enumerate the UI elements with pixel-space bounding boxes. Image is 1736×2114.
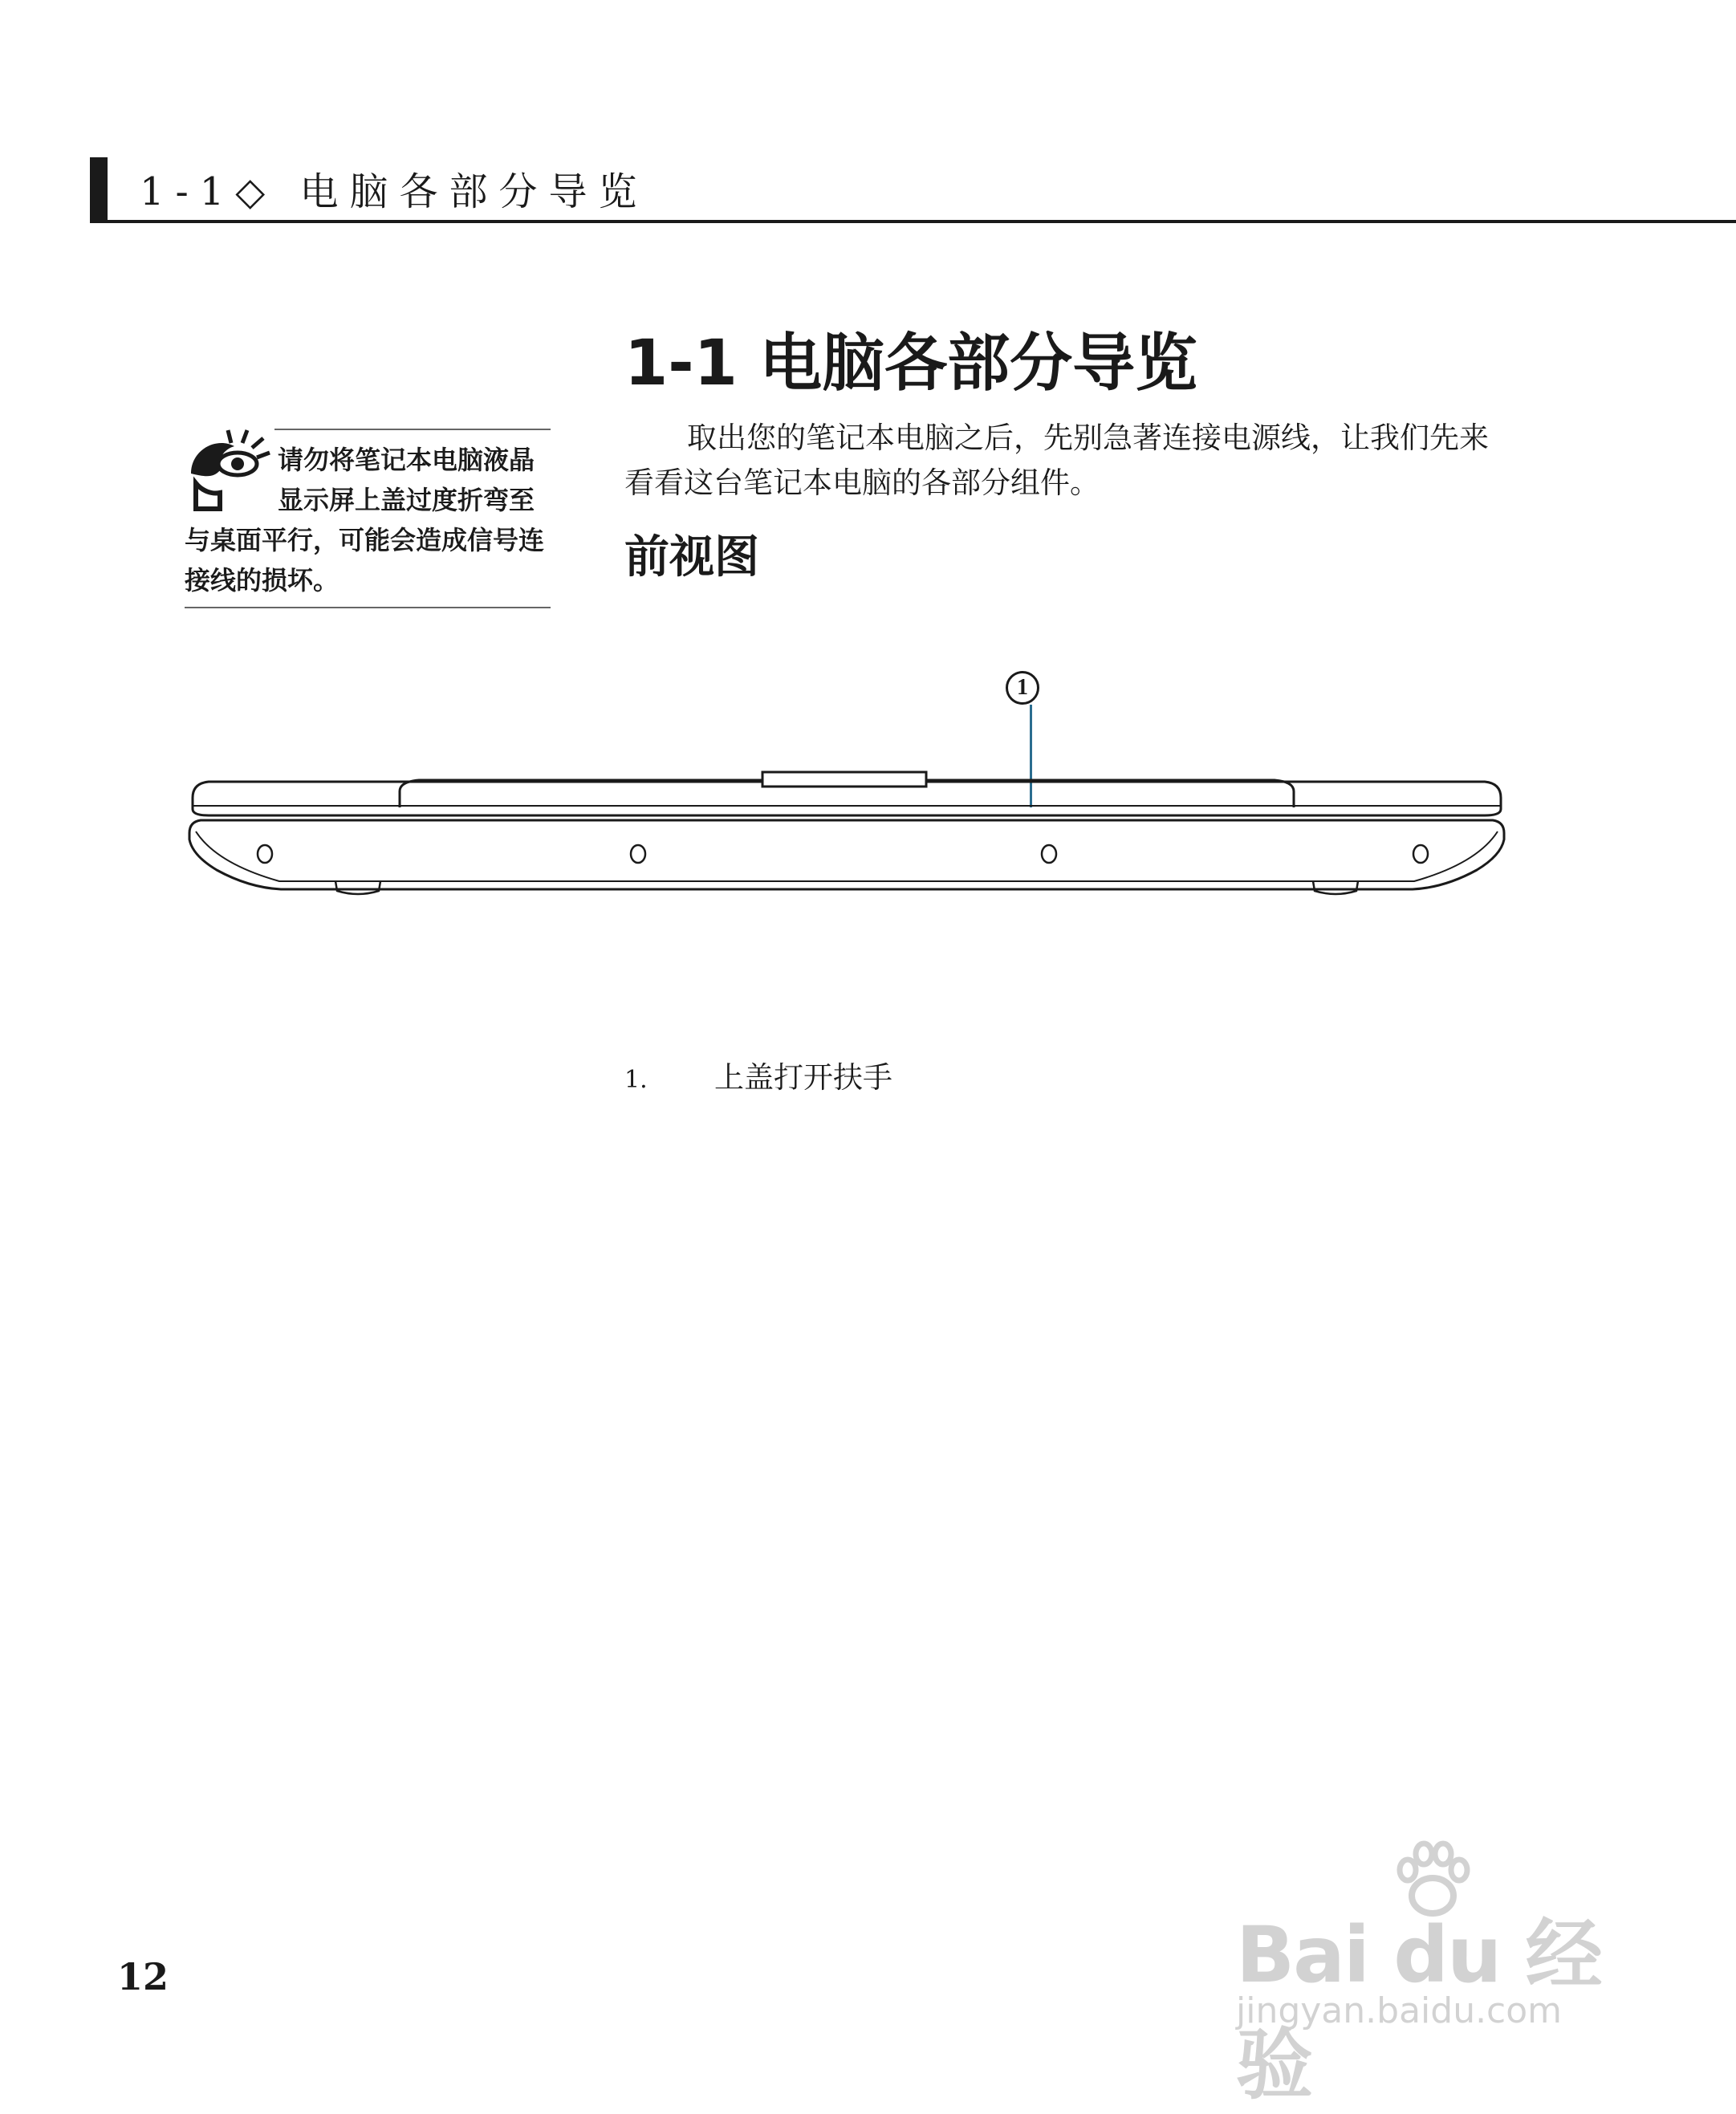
header-rule (90, 220, 1736, 223)
lid-latch (762, 772, 926, 787)
baidu-watermark (1228, 1838, 1645, 2110)
item-label: 上盖打开扶手 (714, 1060, 892, 1095)
header-bar (90, 157, 108, 223)
component-list (624, 1053, 892, 1096)
page-title: 1-1 电脑各部分导览 (624, 327, 1198, 400)
watermark-logo: Bai du 经验 (1236, 1910, 1601, 2110)
item-number: 1. (624, 1066, 648, 1094)
list-item (624, 1053, 892, 1096)
intro-paragraph: 取出您的笔记本电脑之后，先别急著连接电源线，让我们先来看看这台笔记本电脑的各部分组件。 (624, 421, 1489, 500)
watermark-url: jingyan.baidu.com (1236, 1990, 1563, 2031)
laptop-drawing (185, 671, 1509, 904)
running-header: 1-1◇ 电脑各部分导览 (140, 169, 648, 214)
eye-caution-icon (185, 425, 273, 514)
callout-marker: 1 (1006, 671, 1039, 705)
caution-note (185, 429, 551, 608)
note-text: 请勿将笔记本电脑液晶显示屏上盖过度折弯至与桌面平行，可能会造成信号连接线的损坏。 (185, 445, 545, 596)
page-number: 12 (117, 1955, 169, 1998)
note-top-rule (274, 429, 551, 430)
section-heading: 前视图 (624, 531, 759, 583)
laptop-front-figure (185, 671, 1509, 904)
